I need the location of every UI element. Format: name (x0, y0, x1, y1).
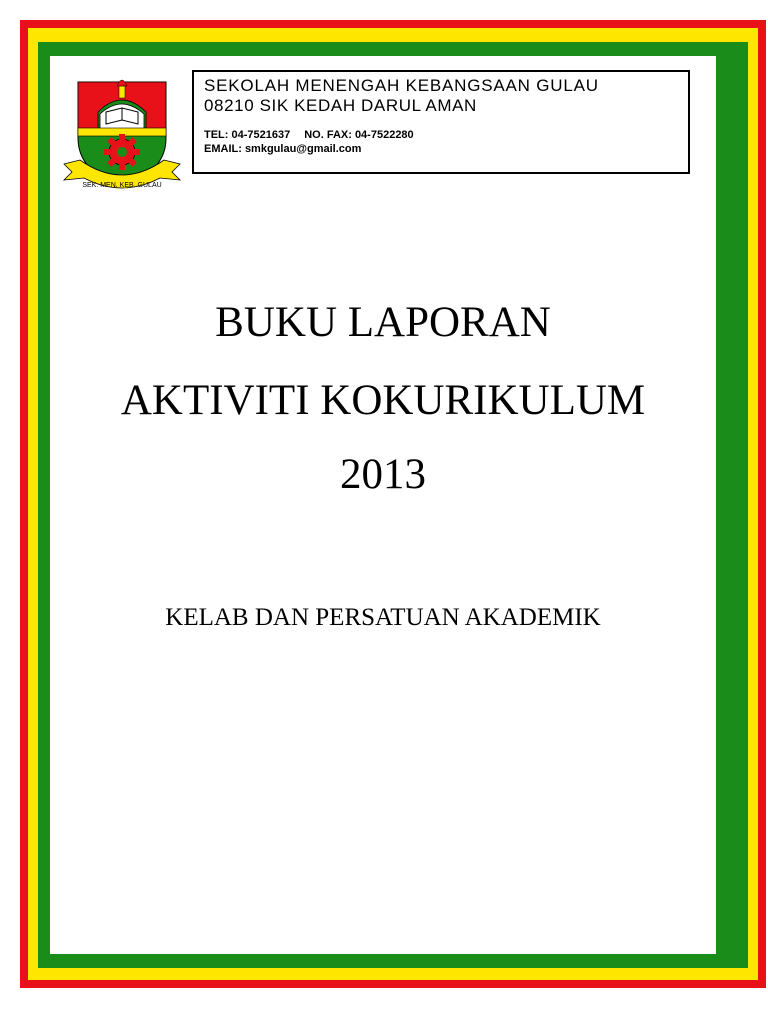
subtitle: KELAB DAN PERSATUAN AKADEMIK (165, 604, 601, 631)
contact-email: EMAIL: smkgulau@gmail.com (204, 143, 362, 155)
contact-phone-fax (204, 128, 678, 142)
phone-number: TEL: 04-7521637 (204, 129, 291, 141)
school-crest-icon (60, 68, 184, 194)
svg-text:SEK. MEN. KEB. GULAU: SEK. MEN. KEB. GULAU (82, 182, 162, 189)
title-year: 2013 (340, 451, 426, 498)
school-logo (60, 68, 184, 194)
title-line-1: BUKU LAPORAN (215, 299, 551, 346)
cover-page (50, 56, 716, 954)
school-name: SEKOLAH MENENGAH KEBANGSAAN GULAU (204, 76, 599, 95)
fax-number: NO. FAX: 04-7522280 (304, 129, 414, 141)
title-line-2: AKTIVITI KOKURIKULUM (120, 377, 646, 424)
school-address: 08210 SIK KEDAH DARUL AMAN (204, 96, 477, 115)
school-header-box (192, 70, 690, 174)
